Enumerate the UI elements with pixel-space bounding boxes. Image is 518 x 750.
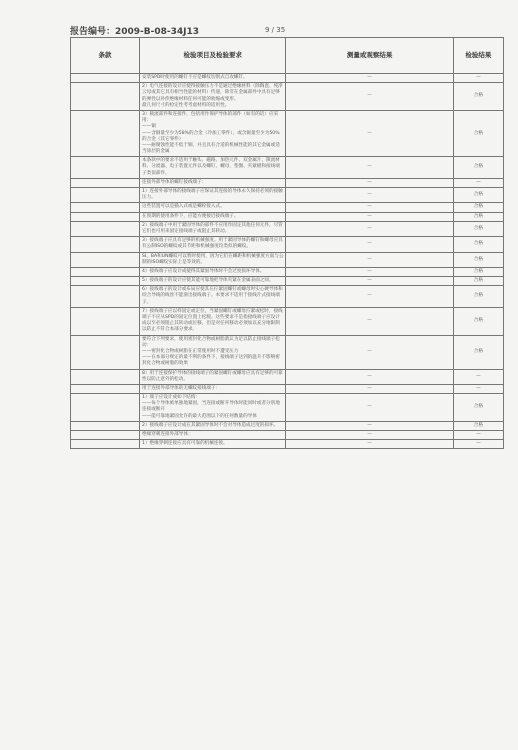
- table-row: [71, 335, 504, 369]
- column-header-requirement: 检验项目及检验要求: [140, 38, 286, 74]
- table-row: [71, 431, 504, 440]
- measurement-cell: —: [286, 212, 453, 221]
- table-row: [71, 157, 504, 179]
- result-cell: —: [453, 369, 503, 384]
- table-row: [71, 110, 504, 156]
- measurement-cell: —: [286, 237, 453, 252]
- result-cell: 合格: [453, 277, 503, 286]
- result-cell: 合格: [453, 394, 503, 422]
- column-header-measurement: 测量或观察结果: [286, 38, 453, 74]
- requirement-cell: 5）接线端子的设计应使其能可靠地把导体夹紧在金属表面之间。: [140, 277, 286, 286]
- clause-cell: [71, 212, 140, 221]
- measurement-cell: —: [286, 157, 453, 179]
- table-row: [71, 212, 504, 221]
- table-row: [71, 74, 504, 83]
- measurement-cell: —: [286, 203, 453, 212]
- table-row: [71, 421, 504, 430]
- clause-cell: [71, 286, 140, 308]
- measurement-cell: —: [286, 277, 453, 286]
- result-cell: 合格: [453, 237, 503, 252]
- table-row: [71, 384, 504, 393]
- result-cell: 合格: [453, 286, 503, 308]
- column-header-result: 检验结果: [453, 38, 503, 74]
- result-cell: 合格: [453, 221, 503, 236]
- requirement-cell: 2）接线端子中用于紧固导体的部件不应用作固定其他任何元件，尽管它们也可用来固定接线端子或阻止其转动。: [140, 221, 286, 236]
- result-cell: 合格: [453, 110, 503, 156]
- clause-cell: [71, 335, 140, 369]
- clause-cell: [71, 369, 140, 384]
- table-row: [71, 252, 504, 267]
- measurement-cell: —: [286, 421, 453, 430]
- table-row: [71, 83, 504, 111]
- measurement-cell: —: [286, 110, 453, 156]
- measurement-cell: —: [286, 369, 453, 384]
- clause-cell: [71, 178, 140, 187]
- requirement-cell: 8）用于连接保护导体的接线端子的紧固螺钉或螺母应具有足够的可靠性以防止意外的松动。: [140, 369, 286, 384]
- measurement-cell: —: [286, 286, 453, 308]
- requirement-cell: 连接外部导体的螺钉接线端子：: [140, 178, 286, 187]
- report-number: 报告编号：2009-B-08-34J13: [70, 27, 200, 37]
- clause-cell: [71, 267, 140, 276]
- measurement-cell: —: [286, 252, 453, 267]
- requirement-cell: 本条款中的要求不适用于触头、磁路、加热元件、双金属片、限流材料、分流器、电子装置元件以及螺钉、螺母、垫圈、夹紧板和接线端子类似部件。: [140, 157, 286, 179]
- table-row: [71, 277, 504, 286]
- clause-cell: [71, 74, 140, 83]
- table-row: [71, 267, 504, 276]
- result-cell: 合格: [453, 335, 503, 369]
- clause-cell: [71, 252, 140, 267]
- measurement-cell: —: [286, 178, 453, 187]
- result-cell: 合格: [453, 307, 503, 335]
- clause-cell: [71, 307, 140, 335]
- table-row: [71, 394, 504, 422]
- measurement-cell: —: [286, 431, 453, 440]
- clause-cell: [71, 394, 140, 422]
- clause-cell: [71, 440, 140, 449]
- clause-cell: [71, 110, 140, 156]
- inspection-table: [70, 37, 504, 449]
- result-cell: 合格: [453, 252, 503, 267]
- requirement-cell: SI、BA和UN螺纹可以暂时使用，因为它们在螺距和机械强度方面与公制的ISO螺纹实际上是等效的。: [140, 252, 286, 267]
- result-cell: 合格: [453, 421, 503, 430]
- measurement-cell: —: [286, 384, 453, 393]
- clause-cell: [71, 277, 140, 286]
- table-row: [71, 369, 504, 384]
- requirement-cell: 这些装置可以是插入式或是螺栓接入式。: [140, 203, 286, 212]
- requirement-cell: 2）电气连接的设计应使得接触压力不是通过绝缘材料（除陶瓷、纯净云母或其它具有相当性能的材料）传递，除非在金属部件中具有足够的弹性以补偿绝缘材料任何可能的收缩或变形。 最几何尺寸的检定性考考虑材料的适用性。: [140, 83, 286, 111]
- clause-cell: [71, 384, 140, 393]
- result-cell: 合格: [453, 157, 503, 179]
- requirement-cell: 3）接线端子应具有足够的机械强度。用于紧固导体的螺钉和螺母应具有公制ISO的螺纹或其节距和机械强度均类似的螺纹。: [140, 237, 286, 252]
- requirement-cell: 2）接线端子应设计成在其紧固导体时不会对导体造成过度的损坏。: [140, 421, 286, 430]
- clause-cell: [71, 237, 140, 252]
- table-row: [71, 203, 504, 212]
- requirement-cell: 绝缘穿刺连接外部导体：: [140, 431, 286, 440]
- requirement-cell: 安装SPD时使用的螺钉不应是螺纹切削式自攻螺钉。: [140, 74, 286, 83]
- requirement-cell: 7）接线端子应以样固定或定位，当紧固螺钉或螺母拧紧或松时，接线端子不应从SPD的固定位置上松脱。这些要求不是指接线端子应设计成以至必须阻止其转动或位移，但是对任何移动必须加以充分地限制以防止不符合本部分要求。: [140, 307, 286, 335]
- requirement-cell: 1）端子应设计成如下结构： ——每个导体被单独地紧固，当连接或断开导体时能同时或者分别地连接或断开 ——能可靠地紧固允许的最大范围以下的任何数量的导体: [140, 394, 286, 422]
- measurement-cell: —: [286, 188, 453, 203]
- result-cell: 合格: [453, 203, 503, 212]
- result-cell: —: [453, 74, 503, 83]
- measurement-cell: —: [286, 74, 453, 83]
- table-header-row: [71, 38, 504, 74]
- table-row: [71, 221, 504, 236]
- clause-cell: [71, 431, 140, 440]
- clause-cell: [71, 221, 140, 236]
- measurement-cell: —: [286, 307, 453, 335]
- requirement-cell: 3）载流部件和连接件，包括用作保护导体的部件（如有的话）应采用： ——铜 ——含铜量至少为58%的合金（冷加工零件），或含铜量至少为50%的合金（其它零件） ——耐腐蚀性能不低于铜，并且具有合适的机械性能的其它金属或适当涂层的金属: [140, 110, 286, 156]
- table-row: [71, 237, 504, 252]
- clause-cell: [71, 421, 140, 430]
- requirement-cell: 在预期的使用条件下，应能方便接近接线端子。: [140, 212, 286, 221]
- clause-cell: [71, 203, 140, 212]
- measurement-cell: —: [286, 335, 453, 369]
- requirement-cell: 6）接线端子的设计或布局应使其在拧紧固螺钉或螺母时实心硬导体和绞合导线的线丝不能滑出接线端子。本要求不适用于接线片式接线端子。: [140, 286, 286, 308]
- measurement-cell: —: [286, 394, 453, 422]
- column-header-clause: 条款: [71, 38, 140, 74]
- requirement-cell: 要符合下列要求，使用密封化合物或树脂就认为足以防止接线端子松动： ——密封化合物或树脂在正常使用时不遭受压力 ——在本部分规定的最不利的条件下，接线端子达到的温升不影响密封化合物或树脂的效果: [140, 335, 286, 369]
- page-number: 9 / 35: [265, 26, 286, 34]
- requirement-cell: 1）绝缘穿刺连接应具有可靠的机械连接。: [140, 440, 286, 449]
- requirement-cell: 1）连接外部导体的接线端子应保证其连接的导体永久保持必须的接触压力。: [140, 188, 286, 203]
- result-cell: —: [453, 384, 503, 393]
- table-row: [71, 307, 504, 335]
- measurement-cell: —: [286, 267, 453, 276]
- result-cell: 合格: [453, 212, 503, 221]
- table-row: [71, 286, 504, 308]
- result-cell: 合格: [453, 267, 503, 276]
- result-cell: —: [453, 431, 503, 440]
- clause-cell: [71, 83, 140, 111]
- clause-cell: [71, 188, 140, 203]
- measurement-cell: —: [286, 440, 453, 449]
- measurement-cell: —: [286, 221, 453, 236]
- result-cell: —: [453, 440, 503, 449]
- result-cell: 合格: [453, 188, 503, 203]
- result-cell: 合格: [453, 83, 503, 111]
- requirement-cell: 4）接线端子应设计成使得其紧固导体时不会过度损坏导体。: [140, 267, 286, 276]
- table-row: [71, 440, 504, 449]
- clause-cell: [71, 157, 140, 179]
- table-row: [71, 188, 504, 203]
- table-row: [71, 178, 504, 187]
- requirement-cell: 用于连接外部导体的无螺纹接线端子：: [140, 384, 286, 393]
- measurement-cell: —: [286, 83, 453, 111]
- result-cell: —: [453, 178, 503, 187]
